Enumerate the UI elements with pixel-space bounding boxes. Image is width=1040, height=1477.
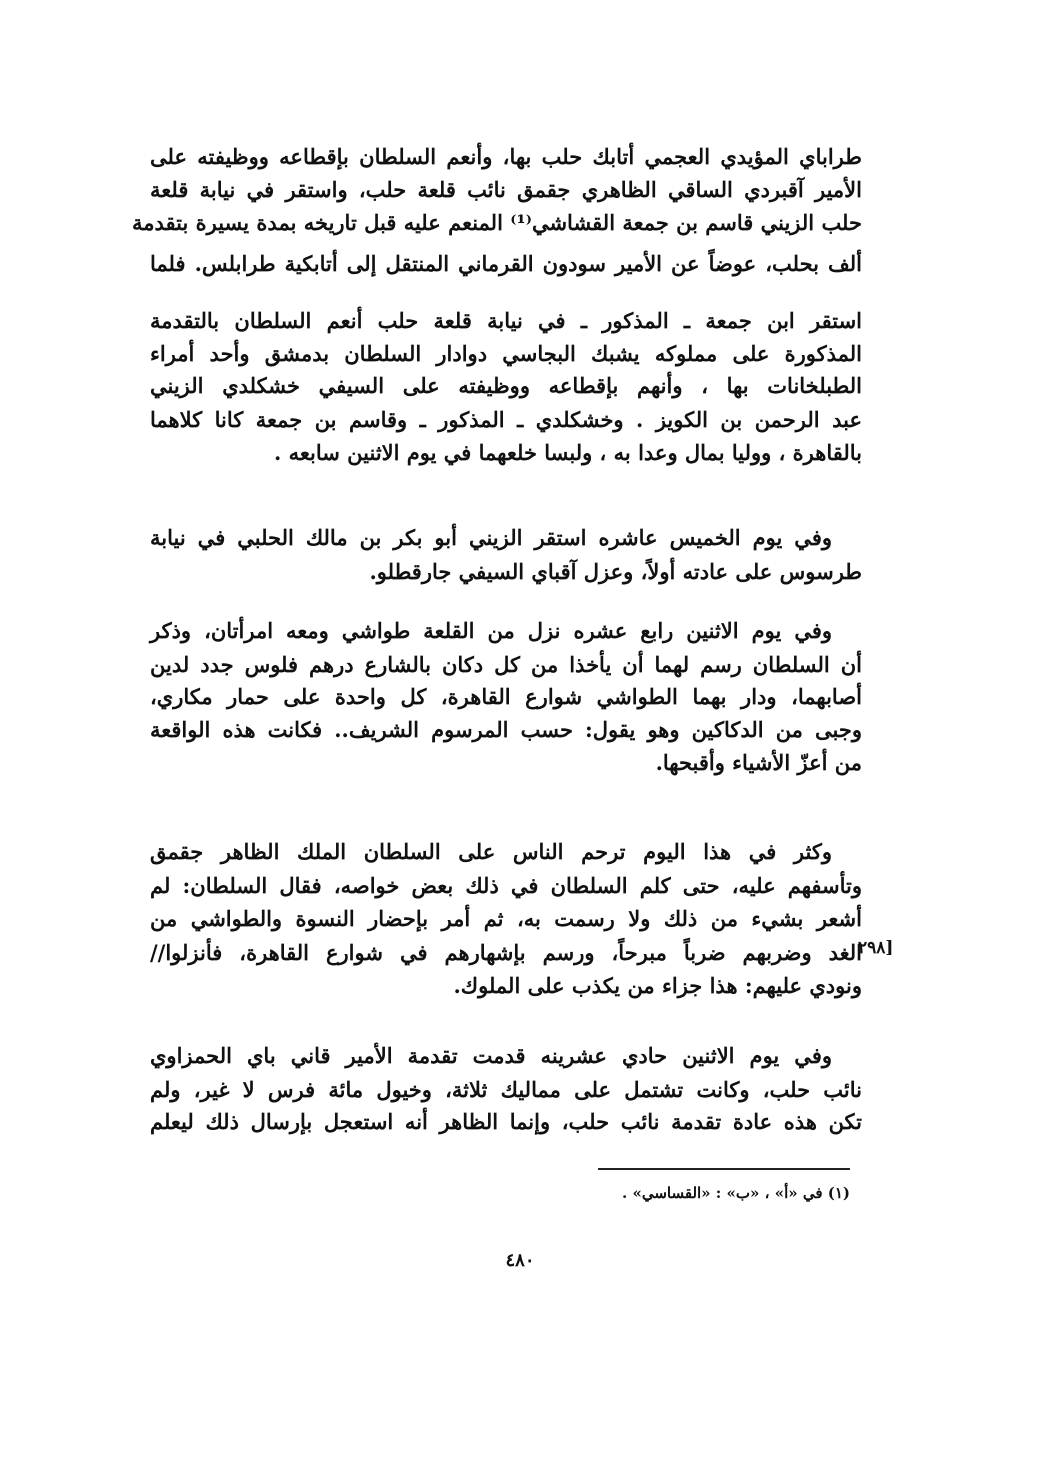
text-line: طرسوس على عادته أولاً، وعزل آقباي السيفي جارقطلو.: [369, 559, 862, 584]
text-line: المذكورة على مملوكه يشبك البجاسي دوادار السلطان بدمشق وأحد أمراء: [150, 341, 862, 366]
text-line: وكثر في هذا اليوم ترحم الناس على السلطان الملك الظاهر جقمق: [150, 839, 832, 864]
text-line: وفي يوم الاثنين رابع عشره نزل من القلعة طواشي ومعه امرأتان، وذكر: [150, 618, 832, 643]
text-line: وتأسفهم عليه، حتى كلم السلطان في ذلك بعض خواصه، فقال السلطان: لم: [150, 873, 862, 898]
text-line: أشعر بشيء من ذلك ولا رسمت به، ثم أمر بإحضار النسوة والطواشي من: [150, 906, 862, 931]
text-line: أصابهما، ودار بهما الطواشي شوارع القاهرة، كل واحدة على حمار مكاري،: [150, 684, 862, 709]
text-line: الغد وضربهم ضرباً مبرحاً، ورسم بإشهارهم في شوارع القاهرة، فأنزلوا//: [150, 940, 862, 965]
text-line: تكن هذه عادة تقدمة نائب حلب، وإنما الظاهر أنه استعجل بإرسال ذلك ليعلم: [150, 1109, 862, 1134]
text-line: استقر ابن جمعة ـ المذكور ـ في نيابة قلعة حلب أنعم السلطان بالتقدمة: [150, 308, 862, 333]
text-line: ألف بحلب، عوضاً عن الأمير سودون القرماني المنتقل إلى أتابكية طرابلس. فلما: [150, 251, 862, 276]
text-line: وفي يوم الاثنين حادي عشرينه قدمت تقدمة الأمير قاني باي الحمزاوي: [150, 1043, 832, 1068]
text-line: ونودي عليهم: هذا جزاء من يكذب على الملوك.: [453, 973, 862, 998]
text-line: الطبلخانات بها ، وأنهم بإقطاعه ووظيفته على السيفي خشكلدي الزيني: [150, 373, 862, 398]
text-line: طراباي المؤيدي العجمي أتابك حلب بها، وأنعم السلطان بإقطاعه ووظيفته على: [150, 144, 862, 169]
footnote: (١) في «أ» ، «ب» : «القساسي» .: [622, 1184, 850, 1202]
text-line: بالقاهرة ، ووليا بمال وعدا به ، ولبسا خلعهما في يوم الاثنين سابعه .: [274, 440, 862, 465]
text-line: نائب حلب، وكانت تشتمل على مماليك ثلاثة، وخيول مائة فرس لا غير، ولم: [150, 1077, 862, 1102]
text-line: وجبى من الدكاكين وهو يقول: حسب المرسوم الشريف.. فكانت هذه الواقعة: [150, 717, 862, 742]
page-number: ٤٨٠: [505, 1250, 535, 1271]
text-line: حلب الزيني قاسم بن جمعة القشاشي⁽¹⁾ المنعم عليه قبل تاريخه بمدة يسيرة بتقدمة: [131, 210, 862, 235]
margin-folio-note: [٢٩٨: [858, 938, 894, 958]
text-line: أن السلطان رسم لهما أن يأخذا من كل دكان بالشارع درهم فلوس جدد لدين: [150, 652, 862, 677]
text-line: عبد الرحمن بن الكويز . وخشكلدي ـ المذكور ـ وقاسم بن جمعة كانا كلاهما: [150, 407, 862, 432]
text-line: الأمير آقبردي الساقي الظاهري جقمق نائب قلعة حلب، واستقر في نيابة قلعة: [150, 177, 862, 202]
text-line: وفي يوم الخميس عاشره استقر الزيني أبو بكر بن مالك الحلبي في نيابة: [150, 525, 832, 550]
text-line: من أعزّ الأشياء وأقبحها.: [655, 750, 862, 775]
footnote-divider: [598, 1168, 850, 1170]
